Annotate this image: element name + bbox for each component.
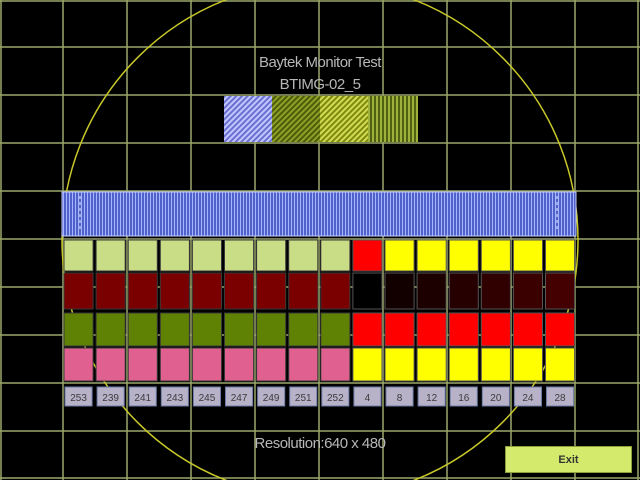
row-pink-cell <box>64 348 93 381</box>
row-pink-cell <box>417 348 446 381</box>
row-dark-red-cell <box>192 273 221 309</box>
row-pink-cell <box>481 348 510 381</box>
row-dark-red-cell <box>289 273 318 309</box>
svg-text:253: 253 <box>70 393 87 404</box>
row-dark-red-cell <box>257 273 286 309</box>
svg-text:12: 12 <box>426 393 438 404</box>
svg-text:251: 251 <box>294 393 312 404</box>
row-light-green-cell <box>546 240 575 271</box>
row-light-green-cell <box>96 240 125 271</box>
row-dark-red-cell <box>128 273 157 309</box>
row-pink-cell <box>289 348 318 381</box>
exit-button[interactable]: Exit <box>505 446 632 473</box>
row-pink-cell <box>192 348 221 381</box>
level-label <box>482 387 509 406</box>
svg-text:243: 243 <box>166 393 184 404</box>
level-label <box>129 387 156 406</box>
color-swatches <box>224 96 418 142</box>
row-pink-cell <box>128 348 157 381</box>
row-light-green-cell <box>128 240 157 271</box>
svg-text:20: 20 <box>490 393 502 404</box>
row-light-green-cell <box>385 240 414 271</box>
row-olive-green-cell <box>128 313 157 346</box>
row-olive-green-cell <box>321 313 350 346</box>
row-olive-green-cell <box>257 313 286 346</box>
row-dark-red-cell <box>225 273 254 309</box>
row-dark-red-cell <box>64 273 93 309</box>
row-pink-cell <box>513 348 542 381</box>
row-dark-red-cell <box>513 273 542 309</box>
row-olive-green-cell <box>353 313 382 346</box>
row-light-green-cell <box>353 240 382 271</box>
row-pink-cell <box>449 348 478 381</box>
row-olive-green-cell <box>225 313 254 346</box>
resolution-text: Resolution:640 x 480 <box>254 435 386 452</box>
row-dark-red-cell <box>321 273 350 309</box>
row-light-green-cell <box>513 240 542 271</box>
level-label <box>547 387 574 406</box>
swatch-olive-stripes <box>272 96 320 142</box>
row-light-green-cell <box>321 240 350 271</box>
level-label <box>354 387 381 406</box>
level-label <box>97 387 124 406</box>
page-title: Baytek Monitor Test <box>259 54 381 71</box>
level-label <box>258 387 285 406</box>
svg-text:239: 239 <box>102 393 119 404</box>
row-olive-green-cell <box>289 313 318 346</box>
row-olive-green-cell <box>385 313 414 346</box>
row-olive-green-cell <box>160 313 189 346</box>
row-olive-green-cell <box>546 313 575 346</box>
svg-text:16: 16 <box>458 393 470 404</box>
svg-text:8: 8 <box>396 393 403 404</box>
page-subtitle: BTIMG-02_5 <box>279 76 361 93</box>
row-dark-red-cell <box>546 273 575 309</box>
row-pink-cell <box>96 348 125 381</box>
row-light-green-cell <box>64 240 93 271</box>
level-label <box>322 387 349 406</box>
row-light-green-cell <box>481 240 510 271</box>
level-label <box>161 387 188 406</box>
row-pink-cell <box>257 348 286 381</box>
row-light-green-cell <box>257 240 286 271</box>
row-olive-green-cell <box>64 313 93 346</box>
row-olive-green-cell <box>417 313 446 346</box>
row-dark-red-cell <box>417 273 446 309</box>
level-label <box>450 387 477 406</box>
row-light-green-cell <box>449 240 478 271</box>
svg-text:28: 28 <box>554 393 566 404</box>
level-label <box>226 387 253 406</box>
row-dark-red-cell <box>160 273 189 309</box>
row-olive-green-cell <box>513 313 542 346</box>
svg-text:252: 252 <box>327 393 344 404</box>
row-dark-red-cell <box>449 273 478 309</box>
swatch-olive-green-stripes <box>368 96 418 142</box>
row-light-green-cell <box>289 240 318 271</box>
row-pink-cell <box>353 348 382 381</box>
svg-text:249: 249 <box>262 393 280 404</box>
row-pink-cell <box>546 348 575 381</box>
svg-text:247: 247 <box>230 393 248 404</box>
row-dark-red-cell <box>385 273 414 309</box>
level-label <box>386 387 413 406</box>
level-label <box>65 387 92 406</box>
blue-stripe-band <box>62 192 576 236</box>
swatch-blue-stripes <box>224 96 272 142</box>
svg-text:245: 245 <box>198 393 216 404</box>
row-olive-green-cell <box>449 313 478 346</box>
svg-text:24: 24 <box>522 393 534 404</box>
row-pink-cell <box>225 348 254 381</box>
level-label <box>290 387 317 406</box>
row-pink-cell <box>321 348 350 381</box>
svg-text:4: 4 <box>364 393 371 404</box>
row-light-green-cell <box>417 240 446 271</box>
row-dark-red-cell <box>353 273 382 309</box>
row-light-green-cell <box>160 240 189 271</box>
row-olive-green-cell <box>481 313 510 346</box>
row-pink-cell <box>385 348 414 381</box>
swatch-yellow-green-stripes <box>320 96 368 142</box>
level-label <box>418 387 445 406</box>
row-light-green-cell <box>192 240 221 271</box>
row-light-green-cell <box>225 240 254 271</box>
row-olive-green-cell <box>96 313 125 346</box>
row-dark-red-cell <box>96 273 125 309</box>
row-dark-red-cell <box>481 273 510 309</box>
svg-text:241: 241 <box>134 393 152 404</box>
row-pink-cell <box>160 348 189 381</box>
row-olive-green-cell <box>192 313 221 346</box>
level-label <box>193 387 220 406</box>
level-label <box>514 387 541 406</box>
